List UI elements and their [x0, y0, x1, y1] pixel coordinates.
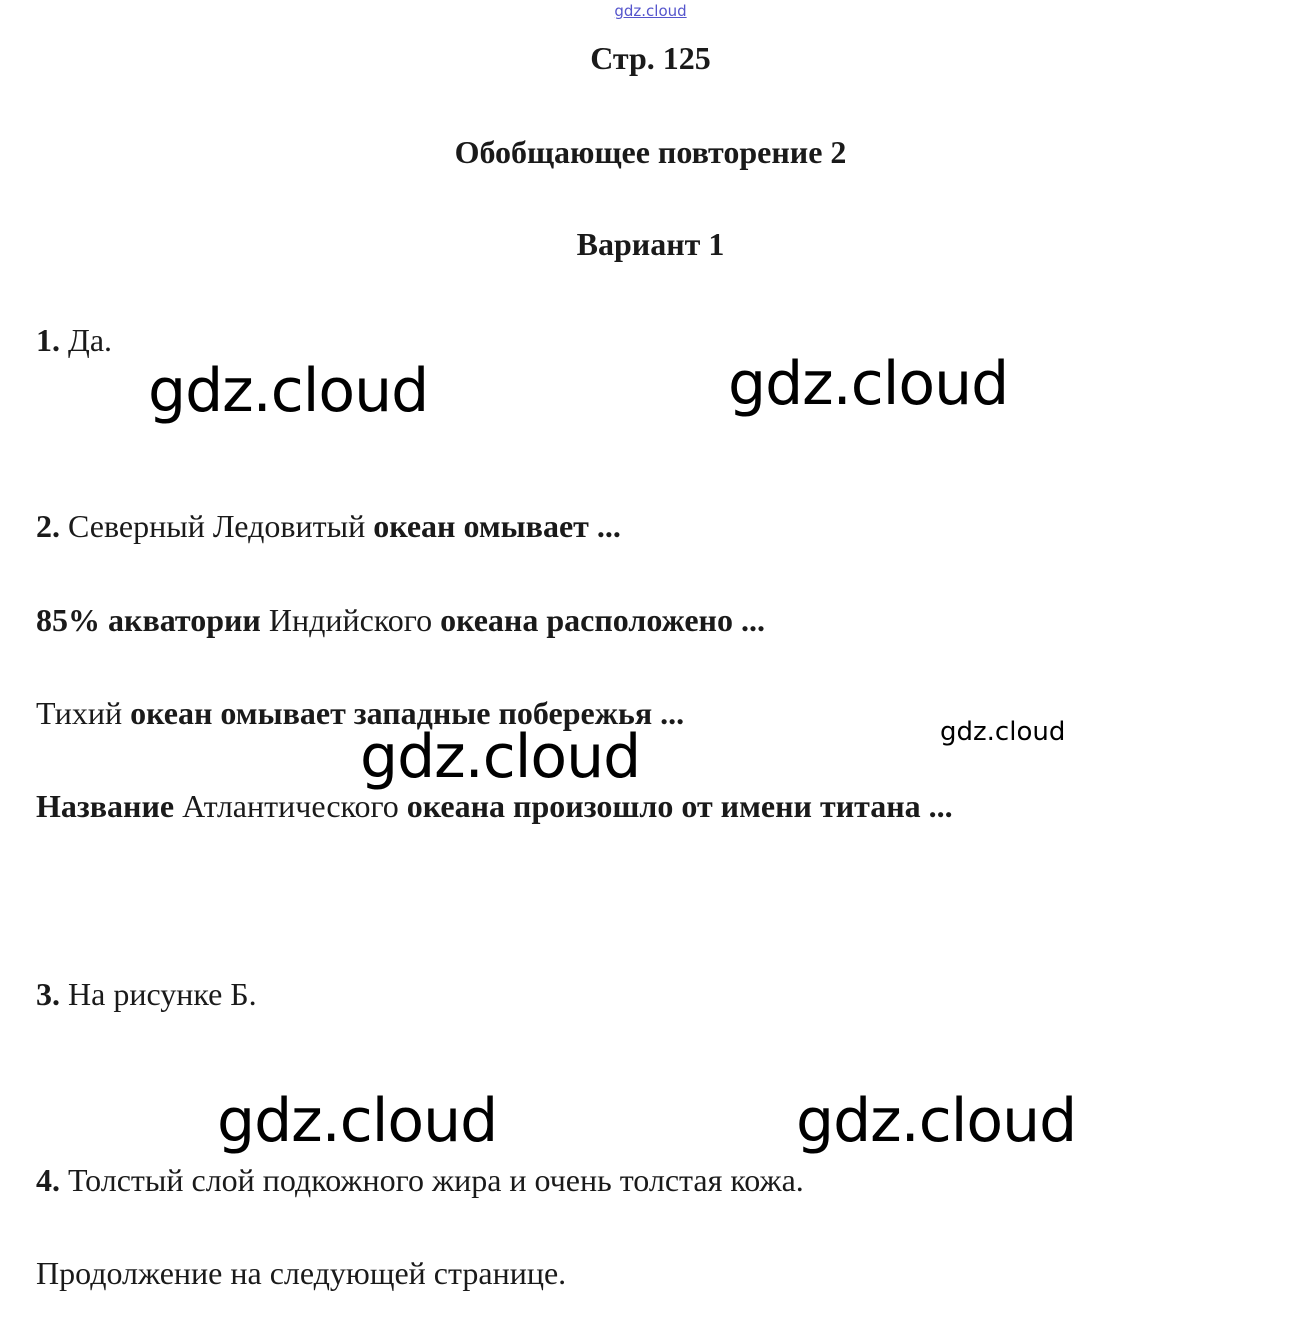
answer-1	[36, 320, 112, 360]
answer-number: 1.	[36, 322, 60, 358]
page-label: Стр. 125	[590, 40, 711, 76]
answer-bold-text: океан омывает ...	[373, 508, 621, 544]
watermark: gdz.cloud	[728, 349, 1009, 419]
top-watermark: gdz.cloud	[614, 2, 687, 20]
answer-text: На рисунке Б.	[60, 976, 257, 1012]
answer-number: 3.	[36, 976, 60, 1012]
watermark: gdz.cloud	[796, 1086, 1077, 1156]
answer-bold-text: океан омывает западные побережья ...	[130, 695, 685, 731]
answer-text: Толстый слой подкожного жира и очень толстая кожа.	[60, 1162, 804, 1198]
answer-text: Атлантического	[174, 788, 407, 824]
answer-bold-text: океана произошло от имени титана ...	[406, 788, 953, 824]
watermark: gdz.cloud	[217, 1086, 498, 1156]
watermark: gdz.cloud	[940, 717, 1066, 747]
answer-number: 4.	[36, 1162, 60, 1198]
watermark: gdz.cloud	[360, 722, 641, 792]
answer-bold-text: океана расположено ...	[440, 602, 765, 638]
answer-2-line-4	[36, 786, 953, 826]
answer-text: Да.	[60, 322, 113, 358]
answer-text: Индийского	[260, 602, 441, 638]
answer-3	[36, 974, 257, 1014]
answer-bold-text: 85% акватории	[36, 602, 261, 638]
answer-text: Северный Ледовитый	[60, 508, 374, 544]
section-title: Обобщающее повторение 2	[454, 134, 847, 170]
continuation-note: Продолжение на следующей странице.	[36, 1255, 567, 1291]
watermark: gdz.cloud	[148, 356, 429, 426]
answer-4	[36, 1160, 804, 1200]
answer-text: Тихий	[36, 695, 131, 731]
answer-2-line-2	[36, 600, 765, 640]
answer-bold-text: Название	[36, 788, 175, 824]
answer-2-line-1	[36, 506, 621, 546]
answer-number: 2.	[36, 508, 60, 544]
variant-title: Вариант 1	[576, 226, 725, 262]
